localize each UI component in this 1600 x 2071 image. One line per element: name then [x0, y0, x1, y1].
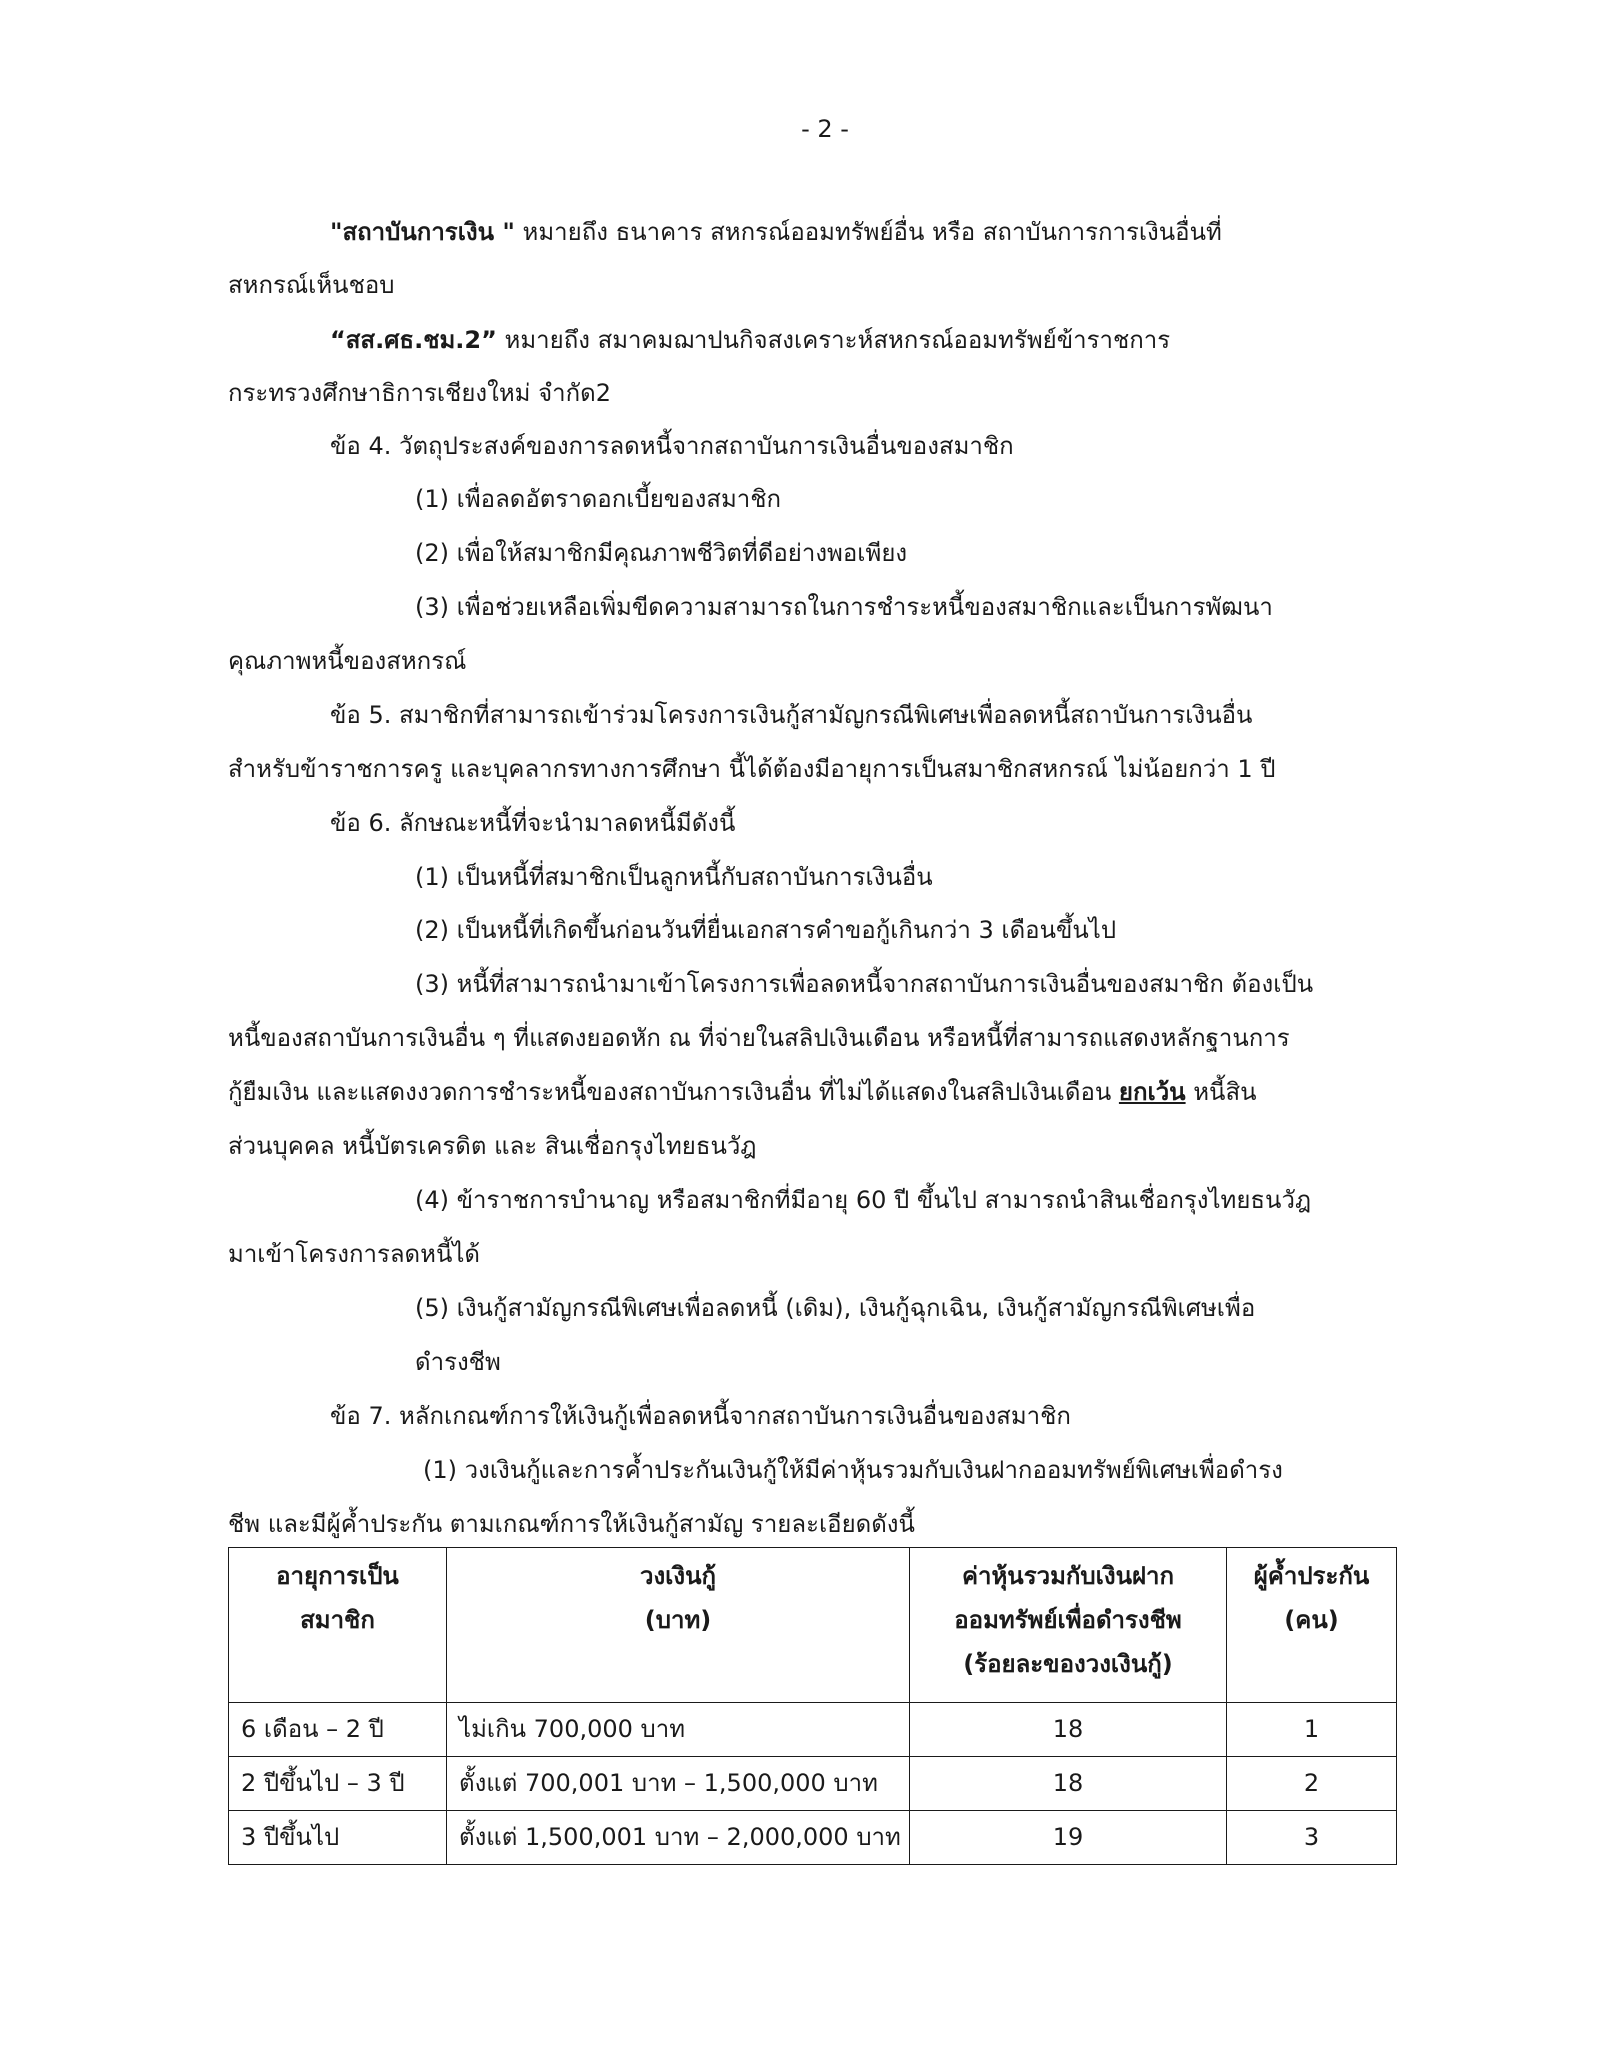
clause-4-item-continuation: คุณภาพหนี้ของสหกรณ์	[228, 647, 467, 675]
header-line: อายุการเป็น	[276, 1562, 399, 1590]
cell-loan-limit: ตั้งแต่ 700,001 บาท – 1,500,000 บาท	[447, 1757, 910, 1811]
clause-6-item: (5) เงินกู้สามัญกรณีพิเศษเพื่อลดหนี้ (เดิม), เงินกู้ฉุกเฉิน, เงินกู้สามัญกรณีพิเศษเพื่อ	[415, 1294, 1256, 1322]
cell-guarantors: 3	[1227, 1811, 1397, 1865]
definition-continuation: สหกรณ์เห็นชอบ	[228, 271, 395, 299]
loan-criteria-table	[228, 1547, 1397, 1865]
cell-guarantors: 2	[1227, 1757, 1397, 1811]
clause-5-line: ข้อ 5. สมาชิกที่สามารถเข้าร่วมโครงการเงินกู้สามัญกรณีพิเศษเพื่อลดหนี้สถาบันการเงินอื่น	[330, 701, 1253, 729]
clause-4-item: (2) เพื่อให้สมาชิกมีคุณภาพชีวิตที่ดีอย่างพอเพียง	[415, 539, 908, 567]
header-line: สมาชิก	[300, 1606, 375, 1634]
header-line: ผู้ค้ำประกัน	[1253, 1562, 1370, 1590]
definition-financial-institution	[330, 215, 1222, 249]
definition-association	[330, 323, 1170, 357]
clause-4-title: ข้อ 4. วัตถุประสงค์ของการลดหนี้จากสถาบันการเงินอื่นของสมาชิก	[330, 432, 1014, 460]
definition-text: หมายถึง ธนาคาร สหกรณ์ออมทรัพย์อื่น หรือ สถาบันการการเงินอื่นที่	[514, 218, 1222, 246]
clause-6-item: (3) หนี้ที่สามารถนำมาเข้าโครงการเพื่อลดหนี้จากสถาบันการเงินอื่นของสมาชิก ต้องเป็น	[415, 970, 1314, 998]
term-association: “สส.ศธ.ชม.2”	[330, 326, 497, 354]
clause-4-item: (1) เพื่อลดอัตราดอกเบี้ยของสมาชิก	[415, 485, 782, 513]
cell-shares-percent: 19	[910, 1811, 1227, 1865]
cell-loan-limit: ไม่เกิน 700,000 บาท	[447, 1703, 910, 1757]
header-line: (คน)	[1284, 1606, 1339, 1634]
term-financial-institution: "สถาบันการเงิน "	[330, 218, 515, 246]
header-shares-deposit	[910, 1548, 1227, 1703]
clause-7-item-continuation: ชีพ และมีผู้ค้ำประกัน ตามเกณฑ์การให้เงินกู้สามัญ รายละเอียดดังนี้	[228, 1510, 915, 1538]
header-line: วงเงินกู้	[639, 1562, 717, 1590]
clause-6-item-continuation: ดำรงชีพ	[415, 1348, 501, 1376]
table-row	[229, 1757, 1397, 1811]
header-membership-age	[229, 1548, 447, 1703]
text-segment: กู้ยืมเงิน และแสดงงวดการชำระหนี้ของสถาบันการเงินอื่น ที่ไม่ได้แสดงในสลิปเงินเดือน	[228, 1078, 1119, 1106]
clause-6-item-continuation: หนี้ของสถาบันการเงินอื่น ๆ ที่แสดงยอดหัก ณ ที่จ่ายในสลิปเงินเดือน หรือหนี้ที่สามารถแสดงหลักฐานการ	[228, 1024, 1290, 1052]
except-keyword: ยกเว้น	[1118, 1078, 1186, 1106]
clause-6-item: (4) ข้าราชการบำนาญ หรือสมาชิกที่มีอายุ 60 ปี ขึ้นไป สามารถนำสินเชื่อกรุงไทยธนวัฎ	[415, 1186, 1312, 1214]
cell-membership-age: 3 ปีขึ้นไป	[229, 1811, 447, 1865]
header-guarantors	[1227, 1548, 1397, 1703]
cell-shares-percent: 18	[910, 1703, 1227, 1757]
cell-membership-age: 6 เดือน – 2 ปี	[229, 1703, 447, 1757]
cell-guarantors: 1	[1227, 1703, 1397, 1757]
table-header-row	[229, 1548, 1397, 1703]
clause-7-item: (1) วงเงินกู้และการค้ำประกันเงินกู้ให้มีค่าหุ้นรวมกับเงินฝากออมทรัพย์พิเศษเพื่อดำรง	[423, 1456, 1283, 1484]
cell-membership-age: 2 ปีขึ้นไป – 3 ปี	[229, 1757, 447, 1811]
definition-continuation: กระทรวงศึกษาธิการเชียงใหม่ จำกัด2	[228, 379, 612, 407]
cell-loan-limit: ตั้งแต่ 1,500,001 บาท – 2,000,000 บาท	[447, 1811, 910, 1865]
clause-6-title: ข้อ 6. ลักษณะหนี้ที่จะนำมาลดหนี้มีดังนี้	[330, 809, 736, 837]
cell-shares-percent: 18	[910, 1757, 1227, 1811]
header-loan-limit	[447, 1548, 910, 1703]
clause-4-item: (3) เพื่อช่วยเหลือเพิ่มขีดความสามารถในการชำระหนี้ของสมาชิกและเป็นการพัฒนา	[415, 593, 1273, 621]
clause-6-item-continuation	[228, 1075, 1257, 1109]
header-line: ค่าหุ้นรวมกับเงินฝาก	[961, 1562, 1175, 1590]
table-row	[229, 1811, 1397, 1865]
clause-6-item: (1) เป็นหนี้ที่สมาชิกเป็นลูกหนี้กับสถาบันการเงินอื่น	[415, 863, 933, 891]
clause-6-item-continuation: ส่วนบุคคล หนี้บัตรเครดิต และ สินเชื่อกรุงไทยธนวัฎ	[228, 1132, 757, 1160]
header-line: (บาท)	[644, 1606, 712, 1634]
table-row	[229, 1703, 1397, 1757]
clause-7-title: ข้อ 7. หลักเกณฑ์การให้เงินกู้เพื่อลดหนี้จากสถาบันการเงินอื่นของสมาชิก	[330, 1402, 1071, 1430]
clause-6-item-continuation: มาเข้าโครงการลดหนี้ได้	[228, 1240, 481, 1268]
text-segment: หนี้สิน	[1185, 1078, 1257, 1106]
clause-6-item: (2) เป็นหนี้ที่เกิดขึ้นก่อนวันที่ยื่นเอกสารคำขอกู้เกินกว่า 3 เดือนขึ้นไป	[415, 916, 1117, 944]
page-number: - 2 -	[801, 115, 849, 143]
header-line: (ร้อยละของวงเงินกู้)	[963, 1650, 1173, 1678]
clause-5-line: สำหรับข้าราชการครู และบุคลากรทางการศึกษา นี้ได้ต้องมีอายุการเป็นสมาชิกสหกรณ์ ไม่น้อยกว่า 1 ปี	[228, 755, 1276, 783]
definition-text: หมายถึง สมาคมฌาปนกิจสงเคราะห์สหกรณ์ออมทรัพย์ข้าราชการ	[496, 326, 1171, 354]
header-line: ออมทรัพย์เพื่อดำรงชีพ	[954, 1606, 1182, 1634]
